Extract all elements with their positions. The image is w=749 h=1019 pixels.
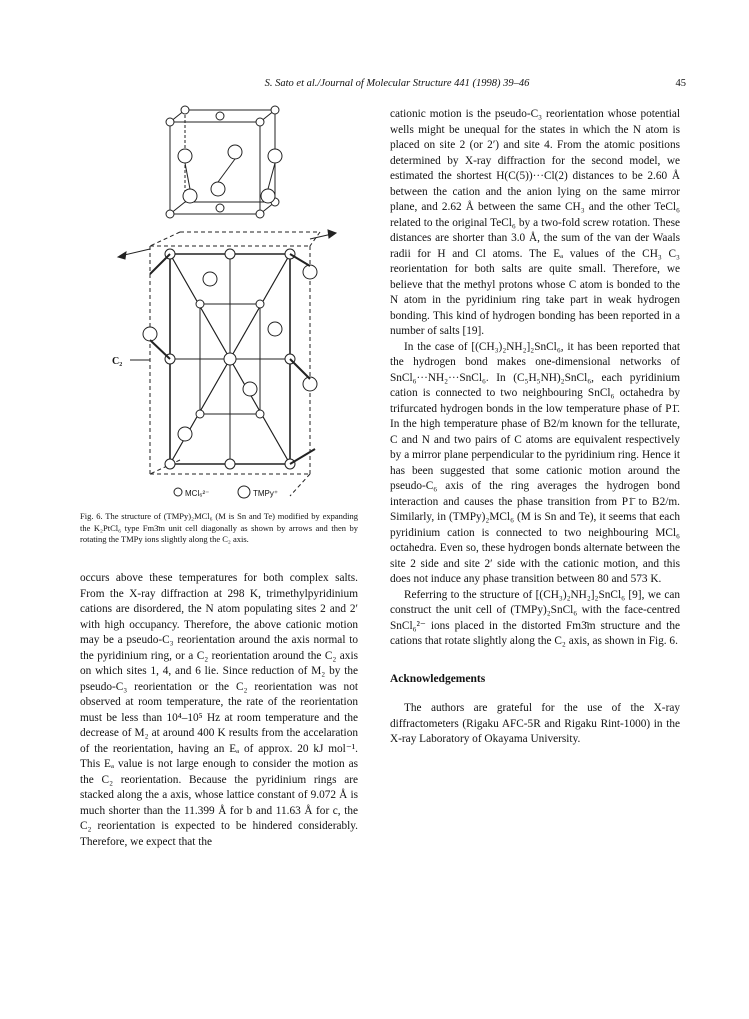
- acknowledgements-text: The authors are grateful for the use of the X-ray diffractometers (Rigaku AFC-5R and Rigaku Rint-1000) in the X-ray Laboratory of Okayama University.: [390, 702, 680, 745]
- c2-axis-label: C₂: [112, 356, 123, 367]
- running-title: S. Sato et al./Journal of Molecular Structure 441 (1998) 39–46: [264, 78, 530, 89]
- figure-caption: Fig. 6. The structure of (TMPy)₂MCl₆ (M is Sn and Te) modified by expanding the K₂PtCl₆ type Fm3̄m unit cell diagonally as shown by arrows and then by rotating the TMPy ions slightly along the C₂ axis.: [80, 511, 358, 544]
- crystal-structure-figure: [110, 104, 350, 504]
- right-column: [390, 107, 680, 748]
- left-column: [80, 571, 358, 850]
- legend-cation: TMPy⁺: [253, 489, 279, 498]
- page-header: [108, 78, 686, 94]
- unit-cell-drawing: [110, 104, 350, 504]
- paragraph: cationic motion is the pseudo-C₃ reorientation whose potential wells might be unequal for the states in which the N atom is placed on site 2 (or 2′) and site 4. From the atomic positions determined by X-ray diffraction for the second model, we estimated the shortest H(C(5))···Cl(2) distances to be 2.60 Å between the cation and the anion lying on the same mirror plane, and 2.62 Å between the same CH₃ and the other TeCl₆ related to the original TeCl₆ by a two-fold screw rotation. These distances are shorter than 3.0 Å, the sum of the van der Waals radii for H and Cl atoms. The Eₐ values of the CH₃ C₃ reorientation for both salts are quite small. Therefore, we believe that the methyl protons whose C atom is bonded to the N atom in the pyridinium ring take part in weak hydrogen bonding. This kind of hydrogen bonding has been reported in a number of salts [19].: [390, 108, 680, 337]
- acknowledgements-heading: Acknowledgements: [390, 672, 486, 685]
- paragraph: Referring to the structure of [(CH₃)₂NH₂]₂SnCl₆ [9], we can construct the unit cell of (TMPy)₂SnCl₆ with the face-centred SnCl₆²⁻ ions placed in the distorted Fm3̄m structure and the cations that rotate slightly along the C₂ axis, as shown in Fig. 6.: [390, 588, 680, 647]
- paragraph: In the case of [(CH₃)₂NH₂]₂SnCl₆, it has been reported that the hydrogen bond makes one-dimensional networks of SnCl₆···NH₂···SnCl₆. In (C₅H₅NH)₂SnCl₆, each pyridinium cation is connected to two neighbouring SnCl₆ octahedra by trifurcated hydrogen bonds in the low temperature phase of P1̄. In the high temperature phase of B2/m known for the tellurate, C and N and two pairs of C atoms are equivalent respectively by a mirror plane perpendicular to the pyridinium ring. Hence it has been suggested that some cationic motion around the pseudo-C₆ axis of the ring averages the hydrogen bond interaction and causes the phase transition from P1̄ to B2/m. Similarly, in (TMPy)₂MCl₆ (M is Sn and Te), it seems that each pyridinium cation is connected to two neighbouring MCl₆ octahedra. Even so, these hydrogen bonds alternate between the site 2 side and site 2′ side with the cationic motion, and this does not induce any phase transition between 80 and 573 K.: [390, 340, 680, 585]
- legend-anion: MCl₆²⁻: [185, 489, 210, 498]
- page-number: 45: [675, 78, 686, 89]
- paragraph: occurs above these temperatures for both complex salts. From the X-ray diffraction at 298 K, trimethylpyridinium cations are disordered, the N atom populating sites 2 and 2′ with high occupancy. Therefore, the above cationic motion may be a pseudo-C₃ reorientation around the axis normal to the pyridinium ring, or a C₂ reorientation around the C₂ axis on which sites 1, 4, and 6 lie. Since reduction of M₂ by the pseudo-C₃ reorientation or the C₂ reorientation was not observed at room temperature, the rate of the reorientation must be less than 10⁴–10⁵ Hz at room temperature and the decrease of M₂ at around 400 K results from the accelaration of the reorientation, having an Eₐ of approx. 20 kJ mol⁻¹. This Eₐ value is not large enough to consider the motion as the C₂ reorientation. Because the pyridinium rings are stacked along the a axis, whose lattice constant of 9.072 Å is much shorter than the 11.399 Å for b and 11.63 Å for c, the C₂ reorientation is expected to be hindered considerably. Therefore, we expect that the: [80, 572, 358, 848]
